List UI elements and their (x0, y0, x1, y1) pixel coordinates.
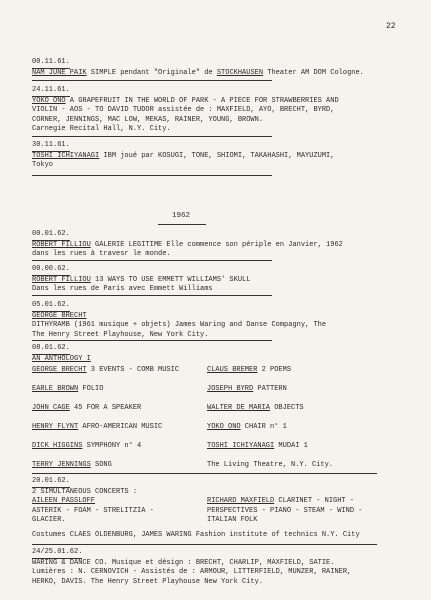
entry-text: Costumes CLAES OLDENBURG, JAMES WARING Fashion institute of technics N.Y. City (32, 531, 360, 539)
anthology-item (207, 404, 382, 413)
concert-right (207, 497, 382, 526)
entry-date: 00.11.61. (32, 58, 70, 69)
artist-name: TOSHI ICHIYANAGI (32, 151, 100, 160)
divider (32, 544, 377, 545)
artist-name: ROBERT FILLIOU (32, 240, 91, 249)
artist-name: CLAUS BREMER (207, 366, 258, 374)
entry-text: ASTERIK - FOAM - STRELITZIA - (32, 506, 154, 515)
entry-date: 05.01.62. (32, 301, 70, 312)
entry-text: WARING & DANCE CO. Musique et désign : BRECHT, CHARLIP, MAXFIELD, SATIE. (32, 558, 335, 567)
anthology-item (207, 423, 382, 432)
entry-text: VIOLIN - AOS - TO DAVID TUDOR assistée de : MAXFIELD, AYO, BRECHT, BYRD, (32, 106, 335, 115)
entry-text: Tokyo (32, 161, 54, 170)
artist-name: HENRY FLYNT (32, 423, 79, 431)
costumes-line (32, 531, 412, 541)
artist-name: NAM JUNE PAIK (32, 68, 87, 77)
entry-anthology (32, 344, 392, 364)
anthology-item (32, 404, 207, 413)
entry-text: PERSPECTIVES - PIANO - STEAM - WIND - (207, 506, 363, 515)
entry-text: DITHYRAMB (1961 musique + objets) James Waring and Danse Compagny, The (32, 321, 327, 330)
venue: The Living Theatre, N.Y. City. (207, 461, 334, 469)
entry-text: 13 WAYS TO USE EMMETT WILLIAMS' SKULL (90, 275, 251, 284)
entry-text: dans les rues à travesr le monde. (32, 250, 171, 259)
entry-date: 00.00.62. (32, 265, 70, 276)
work-title: AFRO-AMERICAN MUSIC (78, 423, 163, 431)
divider (32, 295, 272, 296)
work-title: 3 EVENTS - COMB MUSIC (86, 366, 180, 374)
work-title: CHAIR n° 1 (240, 423, 287, 431)
work-title: FOLIO (78, 385, 104, 393)
entry-ichiyanagi (32, 141, 392, 171)
anthology-item (32, 423, 207, 432)
divider (32, 175, 272, 176)
page-number: 22 (386, 22, 396, 31)
entry-text: IBM joué par KOSUGI, TONE, SHIOMI, TAKAHASHI, MAYUZUMI, (99, 151, 335, 160)
entry-date: 24.11.61. (32, 86, 70, 97)
artist-name: TOSHI ICHIYANAGI (207, 442, 275, 450)
anthology-item (207, 442, 382, 451)
entry-simultaneous-concerts (32, 477, 392, 497)
entry-date: 00.01.62. (32, 230, 70, 241)
concert-left (32, 497, 207, 526)
work-title: 2 POEMS (257, 366, 292, 374)
entry-waring (32, 548, 412, 587)
artist-name: YOKO ONO (32, 96, 66, 105)
work-title: OBJECTS (270, 404, 304, 412)
entry-filliou-galerie (32, 230, 392, 260)
entry-text: HERKO, DAVIS. The Henry Street Playhouse New York City. (32, 577, 264, 586)
entry-text: CLARINET - NIGHT - (274, 497, 355, 505)
anthology-item (32, 385, 207, 394)
entry-paik (32, 58, 392, 78)
entry-text: ITALIAN FOLK (207, 516, 258, 525)
artist-name: DICK HIGGINS (32, 442, 83, 450)
entry-text: Theater AM DOM Cologne. (263, 68, 364, 77)
entry-text: GLACIER. (32, 516, 66, 525)
entry-text: GALERIE LEGITIME Elle commence son périple en Janvier, 1962 (90, 240, 343, 249)
entry-text: CORNER, JENNINGS, MAC LOW, MEKAS, RAINER, YOUNG, BROWN. (32, 115, 264, 124)
artist-name: ROBERT FILLIOU (32, 275, 91, 284)
anthology-item (32, 366, 207, 375)
entry-text: 2 SIMULTANEOUS CONCERTS : (32, 487, 138, 496)
work-title: SYMPHONY n° 4 (82, 442, 142, 450)
artist-name: JOSEPH BYRD (207, 385, 254, 393)
year-heading: 1962 (172, 212, 191, 220)
entry-date: 24/25.01.62. (32, 548, 82, 559)
divider (32, 80, 272, 81)
artist-name: AILEEN PASSLOFF (32, 497, 96, 505)
divider (32, 340, 272, 341)
entry-text: A GRAPEFRUIT IN THE WORLD OF PARK - A PIECE FOR STRAWBERRIES AND (65, 96, 339, 105)
anthology-item (207, 366, 382, 375)
entry-text: The Henry Street Playhouse, New York City. (32, 330, 209, 339)
entry-date: 20.01.62. (32, 477, 70, 488)
entry-brecht-dithyramb (32, 301, 392, 340)
artist-name: JOHN CAGE (32, 404, 70, 412)
entry-date: 08.01.62. (32, 344, 70, 355)
work-title: PATTERN (253, 385, 287, 393)
work-title: SONG (90, 461, 112, 469)
artist-name: YOKO ONO (207, 423, 241, 431)
entry-text: SIMPLE pendant "Originale" de (86, 68, 217, 77)
work-title: 45 FOR A SPEAKER (69, 404, 142, 412)
divider (32, 473, 377, 474)
anthology-item (32, 442, 207, 451)
divider (32, 136, 272, 137)
artist-name: RICHARD MAXFIELD (207, 497, 275, 505)
artist-name: GEORGE BRECHT (32, 366, 87, 374)
anthology-item (32, 461, 207, 470)
artist-name: EARLE BROWN (32, 385, 79, 393)
year-underline (158, 224, 206, 225)
entry-date: 30.11.61. (32, 141, 70, 152)
divider (32, 260, 272, 261)
entry-ono (32, 86, 392, 135)
artist-name: STOCKHAUSEN (216, 68, 264, 77)
entry-text: Carnegie Recital Hall, N.Y. City. (32, 125, 171, 134)
artist-name: WALTER DE MARIA (207, 404, 271, 412)
entry-filliou-skull (32, 265, 392, 295)
anthology-title: AN ANTHOLOGY I (32, 354, 91, 363)
artist-name: GEORGE BRECHT (32, 311, 87, 320)
work-title: MUDAI 1 (274, 442, 308, 450)
artist-name: TERRY JENNINGS (32, 461, 91, 469)
anthology-item (207, 385, 382, 394)
entry-text: Dans les rues de Paris avec Emmett Williams (32, 285, 213, 294)
venue-text (207, 461, 382, 470)
entry-text: Lumières : N. CERNOVICH - Assistés de : ARMOUR, LITTERFIELD, MUNZER, RAINER, (32, 568, 352, 577)
